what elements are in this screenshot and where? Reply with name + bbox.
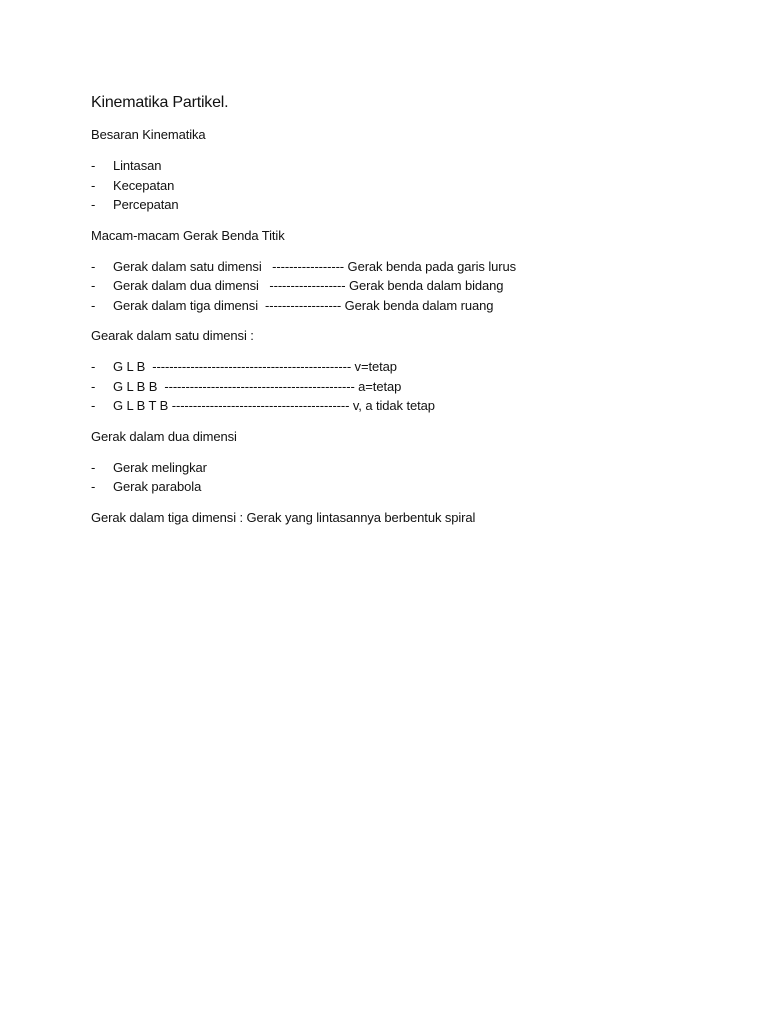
list-item [91, 195, 691, 215]
section-heading-dua-dimensi: Gerak dalam dua dimensi [91, 428, 237, 444]
document-title: Kinematika Partikel. [91, 94, 229, 111]
list-item [91, 176, 691, 196]
list-bullet: - [91, 398, 96, 413]
list-bullet: - [91, 297, 96, 313]
list-bullet: - [91, 459, 96, 475]
document-body [91, 92, 691, 527]
list-item-text: Lintasan [113, 158, 162, 173]
list-item [91, 276, 691, 296]
list-item-text: G L B B --------------------------------------------- a=tetap [113, 378, 402, 394]
section-heading-macam-gerak: Macam-macam Gerak Benda Titik [91, 227, 285, 243]
list-item [91, 156, 691, 176]
list-item-text: Gerak melingkar [113, 459, 207, 475]
list-item-text: Gerak dalam satu dimensi ----------------- Gerak benda pada garis lurus [113, 258, 517, 274]
list-bullet: - [91, 197, 96, 212]
list-item-text: G L B ----------------------------------------------- v=tetap [113, 359, 397, 374]
dua-dimensi-list [91, 458, 691, 497]
list-bullet: - [91, 278, 96, 293]
list-bullet: - [91, 359, 96, 374]
list-bullet: - [91, 258, 96, 274]
section-heading-satu-dimensi: Gearak dalam satu dimensi : [91, 328, 254, 343]
section-heading-besaran: Besaran Kinematika [91, 127, 206, 142]
list-item [91, 257, 691, 277]
list-item [91, 296, 691, 316]
list-item-text: Kecepatan [113, 177, 175, 193]
list-item-text: G L B T B ------------------------------------------ v, a tidak tetap [113, 398, 435, 413]
list-item [91, 477, 691, 497]
list-item-text: Gerak dalam dua dimensi ------------------ Gerak benda dalam bidang [113, 278, 504, 293]
list-item-text: Percepatan [113, 197, 179, 212]
besaran-list [91, 156, 691, 215]
list-item-text: Gerak dalam tiga dimensi ------------------ Gerak benda dalam ruang [113, 297, 494, 313]
list-bullet: - [91, 378, 96, 394]
list-item [91, 377, 691, 397]
list-item [91, 396, 691, 416]
tiga-dimensi-statement: Gerak dalam tiga dimensi : Gerak yang lintasannya berbentuk spiral [91, 509, 476, 525]
list-bullet: - [91, 479, 96, 494]
list-bullet: - [91, 177, 96, 193]
list-item-text: Gerak parabola [113, 479, 202, 494]
satu-dimensi-list [91, 357, 691, 416]
list-item [91, 458, 691, 478]
list-bullet: - [91, 158, 96, 173]
macam-gerak-list [91, 257, 691, 316]
list-item [91, 357, 691, 377]
